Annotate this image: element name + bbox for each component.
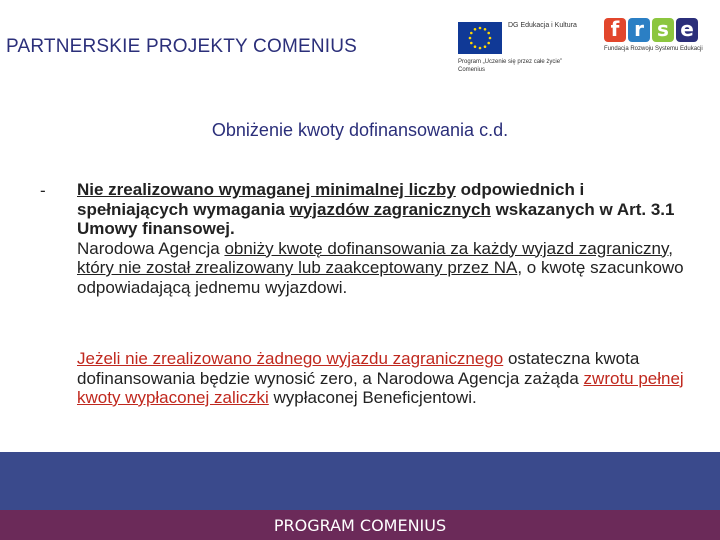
p1-foreign-trips: wyjazdów zagranicznych [289, 199, 491, 219]
eu-stars-icon [458, 22, 502, 54]
p2-full-refund: zwrotu pełnej kwoty wypłaconej zaliczki [77, 368, 684, 407]
footer-bar [0, 510, 720, 540]
eu-logo [458, 22, 580, 78]
frse-letter-r: r [628, 18, 650, 42]
paragraph-reduction [77, 180, 697, 297]
frse-letters [604, 18, 704, 42]
p2-beneficiary: wypłaconej Beneficjentowi. [268, 388, 477, 407]
paragraph-zero-funding [77, 349, 697, 408]
frse-caption: Fundacja Rozwoju Systemu Edukacji [604, 46, 703, 52]
slide-title: Obniżenie kwoty dofinansowania c.d. [211, 120, 509, 140]
p1-estimate: , o kwotę szacunkowo odpowiadającą jednemu wyjazdowi. [77, 258, 684, 297]
p1-reduce-amount: obniży kwotę dofinansowania za każdy wyjazd zagraniczny, który nie został zrealizowany lub zaakceptowany przez NA [77, 238, 673, 277]
p1-matching: odpowiednich i spełniających wymagania [77, 180, 585, 219]
frse-letter-s: s [652, 18, 674, 42]
program-title: PARTNERSKIE PROJEKTY COMENIUS [6, 36, 358, 57]
eu-caption-comenius: Comenius [458, 67, 486, 73]
bullet-dash: - [40, 181, 46, 200]
eu-caption-program: Program „Uczenie się przez całe życie” [458, 59, 563, 65]
eu-caption-dg: DG Edukacja i Kultura [508, 22, 577, 29]
p2-no-trips: Jeżeli nie zrealizowano żadnego wyjazdu zagranicznego [77, 349, 504, 368]
p1-minimum-number: Nie zrealizowano wymaganej minimalnej liczby [77, 180, 456, 199]
eu-flag-icon [458, 22, 502, 54]
p1-agency: Narodowa Agencja [77, 238, 225, 258]
frse-letter-e: e [676, 18, 698, 42]
frse-letter-f: f [604, 18, 626, 42]
frse-logo [604, 18, 704, 64]
p2-final-amount: ostateczna kwota dofinansowania będzie wynosić zero, a Narodowa Agencja zażąda [77, 349, 640, 388]
p1-article-ref: wskazanych w Art. 3.1 Umowy finansowej. [77, 199, 675, 238]
footer-band [0, 452, 720, 510]
footer-program-label: PROGRAM COMENIUS [273, 516, 447, 535]
